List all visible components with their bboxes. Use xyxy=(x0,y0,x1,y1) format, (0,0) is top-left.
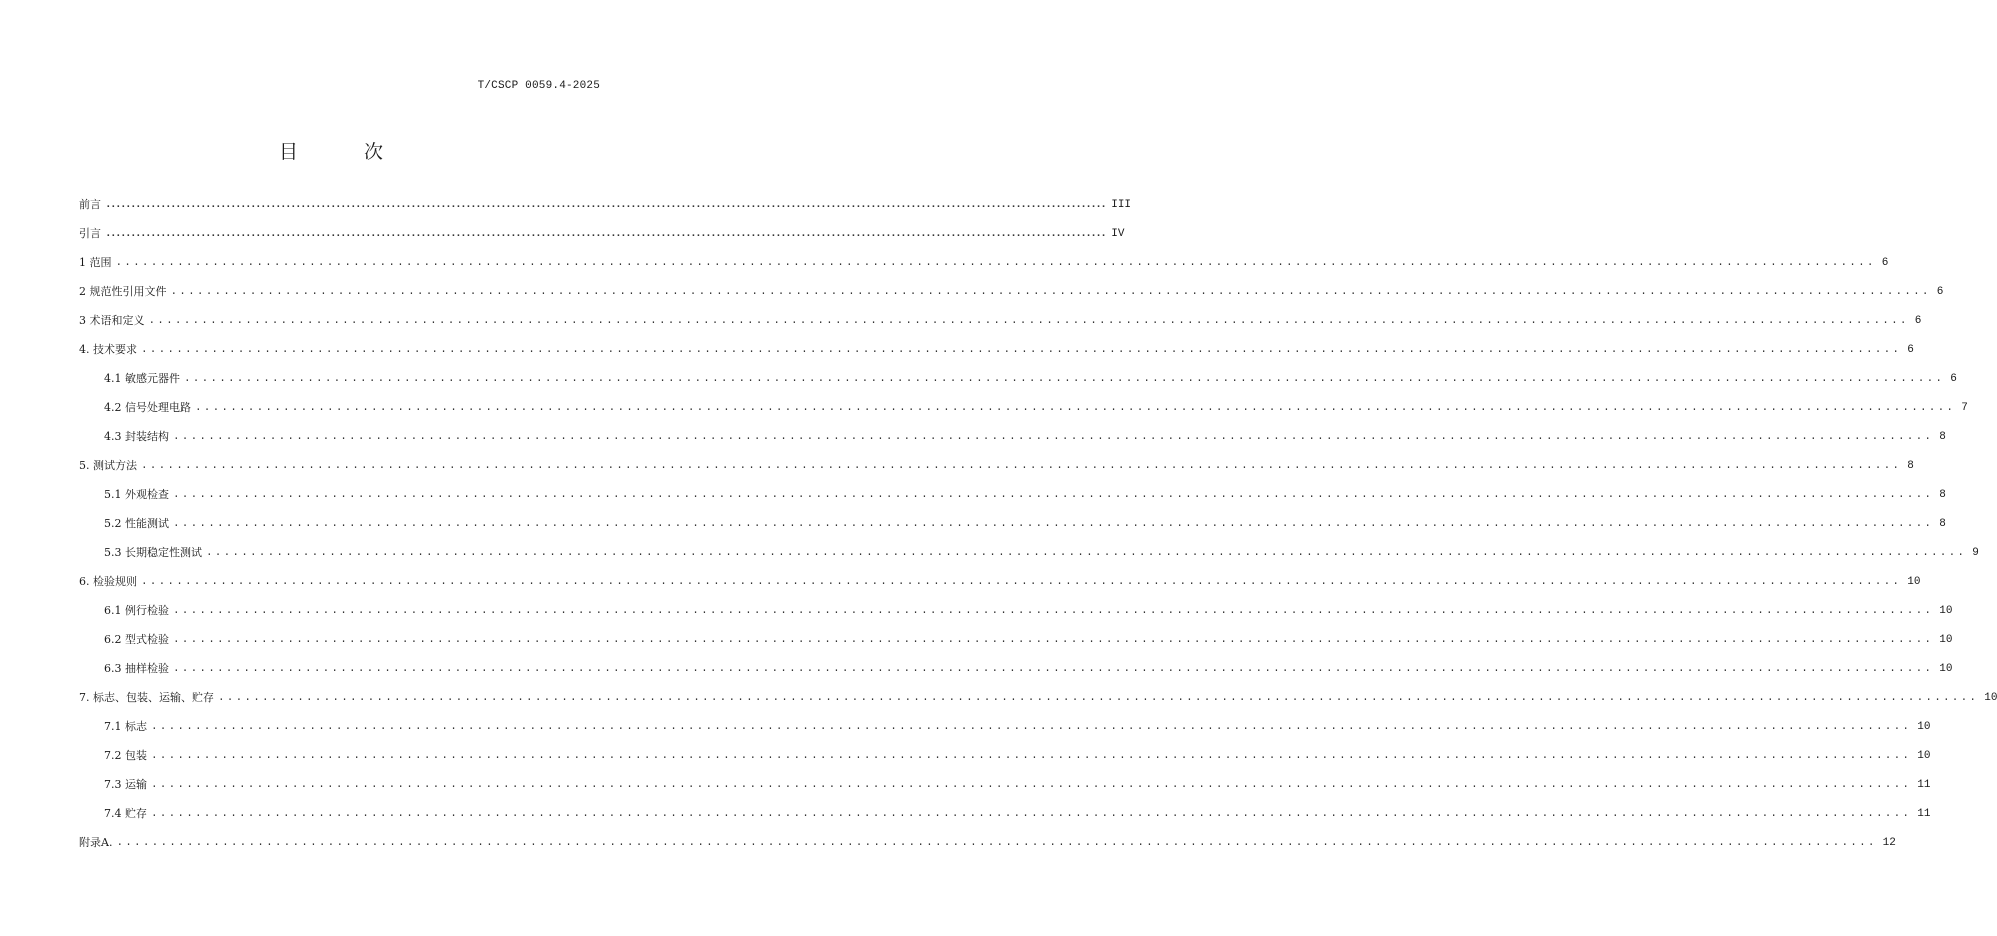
toc-entry-page-number: 6 xyxy=(1936,286,1944,298)
toc-entry-page-number: 10 xyxy=(1939,663,1953,675)
toc-entry-label: 1 范围 xyxy=(79,256,112,269)
toc-entry-label: 7.4 贮存 xyxy=(104,807,147,820)
toc-entry-page-number: 6 xyxy=(1907,344,1914,356)
toc-entry[interactable] xyxy=(79,705,1931,734)
toc-entry[interactable] xyxy=(79,444,1914,473)
toc-entry-label: 5. 测试方法 xyxy=(79,459,137,472)
dot-leader: ........................................................................................................................................................................................................ xyxy=(141,576,1902,588)
toc-entry-label: 5.1 外观检查 xyxy=(104,488,169,501)
toc-entry-page-number: 6 xyxy=(1881,257,1889,269)
toc-entry[interactable] xyxy=(79,299,1922,328)
toc-entry[interactable] xyxy=(79,386,1968,415)
toc-entry-page-number: 8 xyxy=(1907,460,1914,472)
dot-leader: ........................................................................................................................................................................................................ xyxy=(173,634,1934,646)
toc-entry[interactable] xyxy=(79,763,1931,792)
toc-entry-label: 4.2 信号处理电路 xyxy=(104,401,191,414)
dot-leader: ........................................................................................................................................................................................................ xyxy=(218,692,1979,704)
toc-entry-label: 前言 xyxy=(79,198,101,211)
toc-title: 目 次 xyxy=(278,141,414,163)
dot-leader: ........................................................................................................................................................................................................ xyxy=(170,286,1931,298)
dot-leader: ........................................................................................................................................................................................................ xyxy=(105,228,1106,240)
dot-leader: ........................................................................................................................................................................................................ xyxy=(184,373,1945,385)
toc-entry[interactable] xyxy=(79,357,1957,386)
toc-entry-page-number: 8 xyxy=(1939,518,1946,530)
toc-entry-page-number: 10 xyxy=(1939,605,1953,617)
dot-leader: ........................................................................................................................................................................................................ xyxy=(173,489,1934,501)
toc-entry[interactable] xyxy=(79,560,1921,589)
toc-entry-page-number: IV xyxy=(1111,228,1125,240)
toc-entry-page-number: 8 xyxy=(1939,489,1946,501)
dot-leader: ........................................................................................................................................................................................................ xyxy=(116,837,1877,849)
dot-leader: ........................................................................................................................................................................................................ xyxy=(173,431,1934,443)
toc-entry-label: 7.3 运输 xyxy=(104,778,147,791)
toc-entry[interactable] xyxy=(79,415,1946,444)
toc-entry-label: 3 术语和定义 xyxy=(79,314,145,327)
dot-leader: ........................................................................................................................................................................................................ xyxy=(173,663,1934,675)
toc-entry[interactable] xyxy=(79,792,1931,821)
dot-leader: ........................................................................................................................................................................................................ xyxy=(173,605,1934,617)
dot-leader: ........................................................................................................................................................................................................ xyxy=(151,721,1912,733)
dot-leader: ........................................................................................................................................................................................................ xyxy=(206,547,1967,559)
toc-entry[interactable] xyxy=(79,618,1953,647)
toc-entry-page-number: III xyxy=(1111,199,1132,211)
toc-entry-page-number: 7 xyxy=(1961,402,1968,414)
toc-entry[interactable] xyxy=(79,183,1132,212)
toc-entry-label: 7.1 标志 xyxy=(104,720,147,733)
dot-leader: ........................................................................................................................................................................................................ xyxy=(141,460,1902,472)
toc-entry[interactable] xyxy=(79,212,1125,241)
toc-entry-page-number: 12 xyxy=(1882,837,1896,849)
toc-entry[interactable] xyxy=(79,734,1931,763)
toc-entry-label: 6.2 型式检验 xyxy=(104,633,169,646)
toc-entry-label: 6.3 抽样检验 xyxy=(104,662,169,675)
toc-entry-label: 附录A. xyxy=(79,836,113,849)
document-number: T/CSCP 0059.4-2025 xyxy=(477,80,600,92)
toc-entry-label: 2 规范性引用文件 xyxy=(79,285,167,298)
toc-entry-page-number: 8 xyxy=(1939,431,1946,443)
toc-entry-label: 6.1 例行检验 xyxy=(104,604,169,617)
toc-entry[interactable] xyxy=(79,270,1944,299)
toc-entry[interactable] xyxy=(79,676,1997,705)
toc-entry[interactable] xyxy=(79,502,1946,531)
toc-entry-label: 4. 技术要求 xyxy=(79,343,137,356)
toc-entry[interactable] xyxy=(79,241,1889,270)
toc-entry-page-number: 10 xyxy=(1939,634,1953,646)
dot-leader: ........................................................................................................................................................................................................ xyxy=(148,315,1909,327)
toc-entry[interactable] xyxy=(79,473,1946,502)
toc-entry-label: 7.2 包装 xyxy=(104,749,147,762)
toc-entry-page-number: 10 xyxy=(1907,576,1921,588)
toc-entry-label: 引言 xyxy=(79,227,101,240)
toc-entry-page-number: 11 xyxy=(1917,808,1931,820)
dot-leader: ........................................................................................................................................................................................................ xyxy=(115,257,1876,269)
dot-leader: ........................................................................................................................................................................................................ xyxy=(105,199,1106,211)
toc-entry[interactable] xyxy=(79,589,1953,618)
dot-leader: ........................................................................................................................................................................................................ xyxy=(141,344,1902,356)
toc-entry[interactable] xyxy=(79,821,1896,850)
toc-entry-page-number: 11 xyxy=(1917,779,1931,791)
table-of-contents xyxy=(79,183,1997,850)
toc-entry-page-number: 10 xyxy=(1984,692,1997,704)
dot-leader: ........................................................................................................................................................................................................ xyxy=(151,808,1912,820)
toc-entry-label: 4.3 封装结构 xyxy=(104,430,169,443)
toc-entry[interactable] xyxy=(79,647,1953,676)
toc-entry-label: 7. 标志、包装、运输、贮存 xyxy=(79,691,214,704)
dot-leader: ........................................................................................................................................................................................................ xyxy=(151,750,1912,762)
toc-entry-label: 4.1 敏感元器件 xyxy=(104,372,180,385)
toc-entry-page-number: 6 xyxy=(1950,373,1957,385)
dot-leader: ........................................................................................................................................................................................................ xyxy=(173,518,1934,530)
toc-entry[interactable] xyxy=(79,328,1914,357)
toc-entry[interactable] xyxy=(79,531,1979,560)
toc-entry-page-number: 9 xyxy=(1972,547,1979,559)
toc-entry-page-number: 6 xyxy=(1914,315,1922,327)
dot-leader: ........................................................................................................................................................................................................ xyxy=(195,402,1956,414)
toc-entry-page-number: 10 xyxy=(1917,721,1931,733)
toc-entry-label: 6. 检验规则 xyxy=(79,575,137,588)
toc-entry-label: 5.2 性能测试 xyxy=(104,517,169,530)
dot-leader: ........................................................................................................................................................................................................ xyxy=(151,779,1912,791)
toc-entry-label: 5.3 长期稳定性测试 xyxy=(104,546,202,559)
toc-entry-page-number: 10 xyxy=(1917,750,1931,762)
